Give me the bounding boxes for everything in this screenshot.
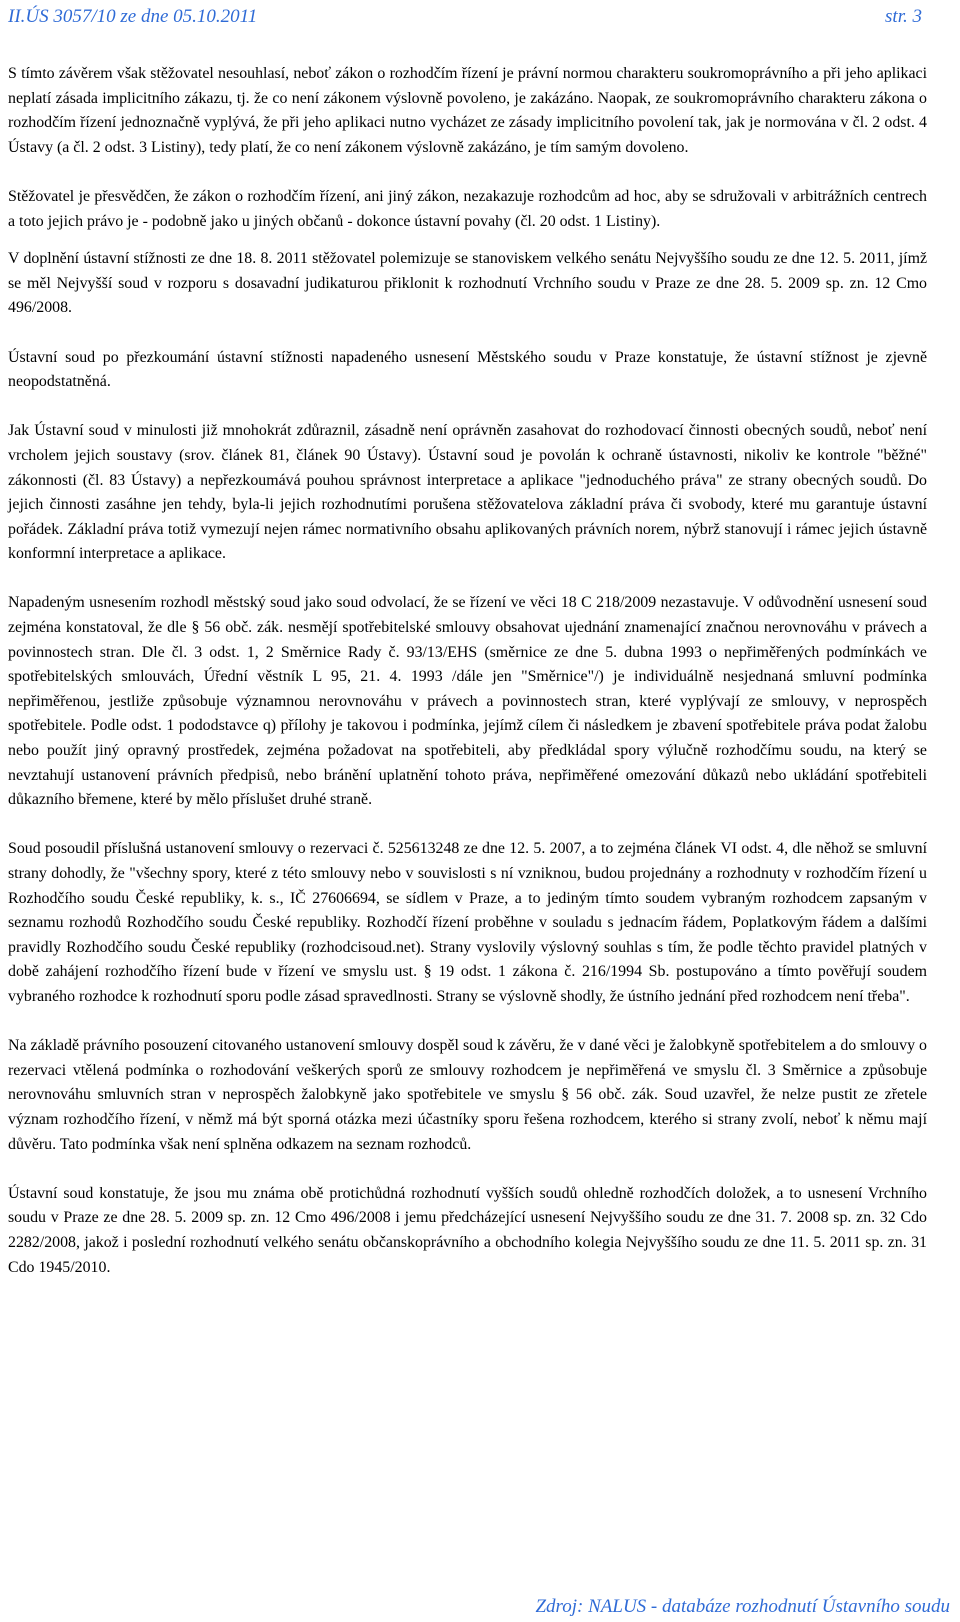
paragraph: Stěžovatel je přesvědčen, že zákon o rozhodčím řízení, ani jiný zákon, nezakazuje rozhodcům ad hoc, aby se sdružovali v arbitrážních centrech a toto jejich právo je - podobně jako u jiných občanů - dokonce ústavní povahy (čl. 20 odst. 1 Listiny). (8, 187, 927, 230)
paragraph: Soud posoudil příslušná ustanovení smlouvy o rezervaci č. 525613248 ze dne 12. 5. 2007, a to zejména článek VI odst. 4, dle něhož se smluvní strany dohodly, že "všechny spory, které z této smlouvy nebo v souvislosti s ní vzniknou, budou projednány a rozhodnuty v rozhodčím řízení u Rozhodčího soudu České republiky, k. s., IČ 27606694, se sídlem v Praze, a to jediným tímto soudem vybraným rozhodcem zapsaným v seznamu rozhodů Rozhodčího soudu České republiky. Rozhodčí řízení proběhne v souladu s jednacím řádem, Poplatkovým řádem a dalšími pravidly Rozhodčího soudu České republiky (rozhodcisoud.net). Strany vyslovily výslovný souhlas s tím, že podle těchto pravidel platných v době zahájení rozhodčího řízení bude v řízení ve smyslu ust. § 19 odst. 1 zákona č. 216/1994 Sb. postupováno a tímto pověřují soudem vybraného rozhodce k rozhodnutí sporu podle zásad spravedlnosti. Strany se výslovně shodly, že ústního jednání před rozhodcem není třeba". (8, 840, 927, 1005)
source-footer: Zdroj: NALUS - databáze rozhodnutí Ústavního soudu (535, 1596, 950, 1617)
page-header (8, 2, 922, 28)
paragraph: Ústavní soud konstatuje, že jsou mu známa obě protichůdná rozhodnutí vyšších soudů ohledně rozhodčích doložek, a to usnesení Vrchního soudu v Praze ze dne 28. 5. 2009 sp. zn. 12 Cmo 496/2008 i jemu předcházející usnesení Nejvyššího soudu ze dne 31. 7. 2008 sp. zn. 32 Cdo 2282/2008, jakož i poslední rozhodnutí velkého senátu občanskoprávního a obchodního kolegia Nejvyššího soudu ze dne 11. 5. 2011 sp. zn. 31 Cdo 1945/2010. (8, 1184, 927, 1276)
paragraph: Ústavní soud po přezkoumání ústavní stížnosti napadeného usnesení Městského soudu v Praze konstatuje, že ústavní stížnost je zjevně neopodstatněná. (8, 348, 927, 391)
case-reference: II.ÚS 3057/10 ze dne 05.10.2011 (8, 6, 258, 27)
paragraph: S tímto závěrem však stěžovatel nesouhlasí, neboť zákon o rozhodčím řízení je právní normou charakteru soukromoprávního a při jeho aplikaci neplatí zásada implicitního zákazu, tj. že co není zákonem výslovně povoleno, je zakázáno. Naopak, ze soukromoprávního charakteru zákona o rozhodčím řízení jednoznačně vyplývá, že při jeho aplikaci nutno vycházet ze zásady implicitního povolení tak, jak je normována v čl. 2 odst. 4 Ústavy (a čl. 2 odst. 3 Listiny), tedy platí, že co není zákonem výslovně zakázáno, je tím samým dovoleno. (8, 65, 927, 156)
paragraph: Jak Ústavní soud v minulosti již mnohokrát zdůraznil, zásadně není oprávněn zasahovat do rozhodovací činnosti obecných soudů, neboť není vrcholem jejich soustavy (srov. článek 81, článek 90 Ústavy). Ústavní soud je povolán k ochraně ústavnosti, nikoliv ke kontrole "běžné" zákonnosti (čl. 83 Ústavy) a nepřezkoumává pouhou správnost interpretace a aplikace "jednoduchého práva" ze strany obecných soudů. Do jejich činnosti zasáhne jen tehdy, byla-li jejich rozhodnutími porušena stěžovatelova základní práva či svobody, které mu garantuje ústavní pořádek. Základní práva totiž vymezují nejen rámec normativního obsahu aplikovaných právních norem, nýbrž stanovují i rámec jejich ústavně konformní interpretace a aplikace. (8, 422, 927, 563)
page-number: str. 3 (885, 6, 922, 27)
paragraph: Napadeným usnesením rozhodl městský soud jako soud odvolací, že se řízení ve věci 18 C 218/2009 nezastavuje. V odůvodnění usnesení soud zejména konstatoval, že dle § 56 obč. zák. nesmějí spotřebitelské smlouvy obsahovat ujednání znamenající značnou nerovnováhu v právech a povinnostech stran. Dle čl. 3 odst. 1, 2 Směrnice Rady č. 93/13/EHS (směrnice ze dne 5. dubna 1993 o nepřiměřených podmínkách ve spotřebitelských smlouvách, Úřední věstník L 95, 21. 4. 1993 /dále jen "Směrnice"/) je individuálně nesjednaná smluvní podmínka nepřiměřenou, jestliže způsobuje významnou nerovnováhu v právech a povinnostech stran, které vyplývají ze smlouvy, v neprospěch spotřebitele. Podle odst. 1 pododstavce q) přílohy je takovou i podmínka, jejímž cílem či následkem je zbavení spotřebitele práva podat žalobu nebo použít jiný opravný prostředek, zejména požadovat na spotřebiteli, aby předkládal spory výlučně rozhodčímu soudu, na který se nevztahují ustanovení právních předpisů, nebo bránění uplatnění tohoto práva, nepřiměřené omezování důkazů nebo ukládání spotřebiteli důkazního břemene, které by mělo příslušet druhé straně. (8, 594, 927, 809)
paragraph: Na základě právního posouzení citovaného ustanovení smlouvy dospěl soud k závěru, že v dané věci je žalobkyně spotřebitelem a do smlouvy o rezervaci vtělená podmínka o rozhodování veškerých sporů ze smlouvy rozhodcem je nepřiměřená ve smyslu čl. 3 Směrnice a způsobuje nerovnováhu smluvních stran v neprospěch žalobkyně jako spotřebitele ve smyslu § 56 obč. zák. Soud uzavřel, že nelze pustit ze zřetele význam rozhodčího řízení, v němž má být sporná otázka mezi účastníky sporu řešena rozhodcem, kterého si strany zvolí, neboť k němu mají důvěru. Tato podmínka však není splněna odkazem na seznam rozhodců. (8, 1037, 927, 1153)
paragraph: V doplnění ústavní stížnosti ze dne 18. 8. 2011 stěžovatel polemizuje se stanoviskem velkého senátu Nejvyššího soudu ze dne 12. 5. 2011, jímž se měl Nejvyšší soud v rozporu s dosavadní judikaturou přiklonit k rozhodnutí Vrchního soudu v Praze ze dne 28. 5. 2009 sp. zn. 12 Cmo 496/2008. (8, 250, 927, 317)
document-body (8, 62, 927, 1305)
